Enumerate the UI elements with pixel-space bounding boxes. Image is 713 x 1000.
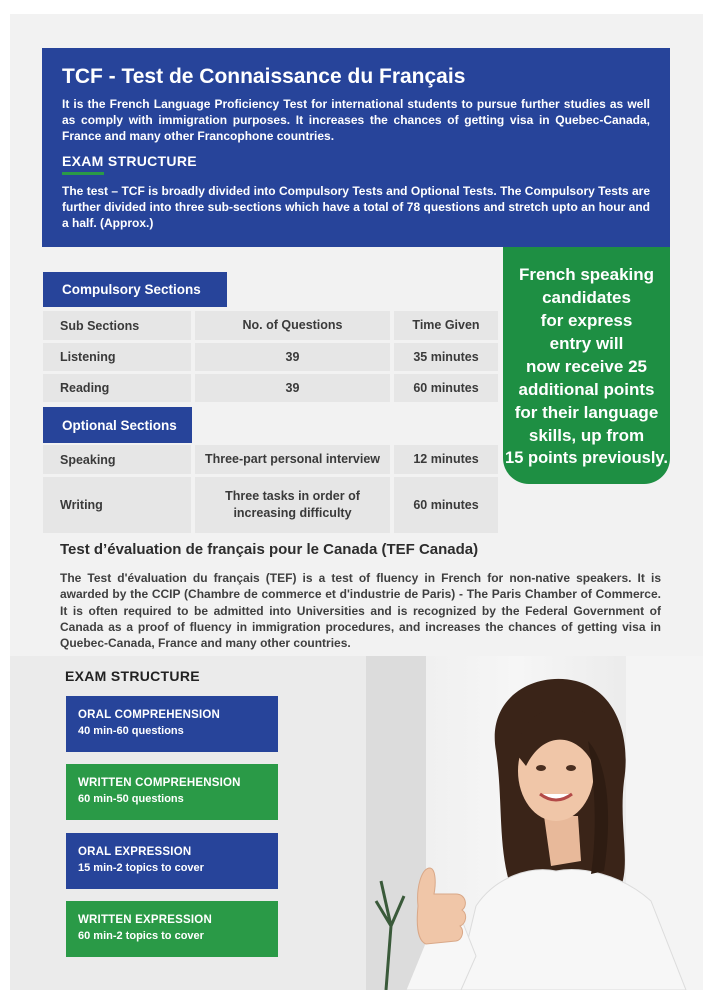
box-subtitle: 40 min-60 questions (78, 725, 184, 737)
tcf-title: TCF - Test de Connaissance du Français (62, 65, 466, 88)
callout-line: 15 points previously. (505, 449, 668, 467)
callout-line: additional points (518, 380, 655, 399)
table-cell: 39 (195, 343, 390, 371)
optional-sections-heading: Optional Sections (43, 407, 192, 443)
tef-title: Test d’évaluation de français pour le Canada (TEF Canada) (60, 541, 479, 558)
table-header-time: Time Given (394, 311, 498, 340)
box-subtitle: 15 min-2 topics to cover (78, 862, 204, 874)
heading-underline (62, 172, 104, 175)
box-subtitle: 60 min-50 questions (78, 793, 184, 805)
tcf-intro: It is the French Language Proficiency Test for international students to pursue further studies as well as comply with immigration purposes. It increases the chances of getting visa in Quebec-Canada, France and many other Francophone countries. (62, 97, 650, 143)
table-cell: 60 minutes (394, 477, 498, 533)
woman-illustration (366, 656, 703, 990)
table-cell: 39 (195, 374, 390, 402)
table-header-questions: No. of Questions (195, 311, 390, 340)
box-title: ORAL COMPREHENSION (78, 709, 221, 721)
box-subtitle: 60 min-2 topics to cover (78, 930, 204, 942)
table-cell: 60 minutes (394, 374, 498, 402)
tef-exam-structure-heading: EXAM STRUCTURE (65, 668, 200, 684)
box-title: WRITTEN EXPRESSION (78, 914, 212, 926)
tcf-exam-structure-heading: EXAM STRUCTURE (62, 153, 197, 169)
table-cell: 12 minutes (394, 445, 498, 474)
callout-line: French speaking (518, 265, 655, 284)
table-cell: Speaking (43, 445, 191, 474)
box-title: ORAL EXPRESSION (78, 846, 192, 858)
tef-description: The Test d'évaluation du français (TEF) is a test of fluency in French for non-native speakers. It is awarded by the CCIP (Chambre de commerce et d'industrie de Paris) - The Paris Chamber of Commerce. It is often required to be admitted into Universities and is recognized by the Federal Government of Canada as a proof of fluency in immigration procedures, and increases the chances of getting visa in Quebec-Canada, France and many other countries. (60, 571, 661, 651)
oral-expression-box (66, 833, 278, 889)
tcf-exam-structure-text: The test – TCF is broadly divided into Compulsory Tests and Optional Tests. The Compulsory Tests are further divided into three sub-sections which have a total of 78 questions and stretch upto an hour and a half. (Approx.) (62, 184, 650, 230)
table-cell: Three-part personal interview (195, 445, 390, 474)
compulsory-sections-heading: Compulsory Sections (43, 272, 227, 307)
table-cell: Three tasks in order of increasing difficulty (195, 477, 390, 533)
callout-line: candidates (542, 288, 631, 307)
callout-line: for their language (514, 403, 659, 422)
callout-line: skills, up from (528, 426, 645, 445)
express-entry-callout (503, 247, 670, 484)
oral-comprehension-box (66, 696, 278, 752)
written-expression-box (66, 901, 278, 957)
table-cell: Listening (43, 343, 191, 371)
woman-thumbs-up-photo (366, 656, 703, 990)
tcf-hero-panel (42, 48, 670, 247)
written-comprehension-box (66, 764, 278, 820)
callout-line: entry will (549, 334, 624, 353)
callout-line: for express (540, 311, 633, 330)
table-cell: Writing (43, 477, 191, 533)
callout-line: now receive 25 (526, 357, 647, 376)
table-header-sub-sections: Sub Sections (43, 311, 191, 340)
box-title: WRITTEN COMPREHENSION (78, 777, 241, 789)
table-cell: Reading (43, 374, 191, 402)
table-cell: 35 minutes (394, 343, 498, 371)
